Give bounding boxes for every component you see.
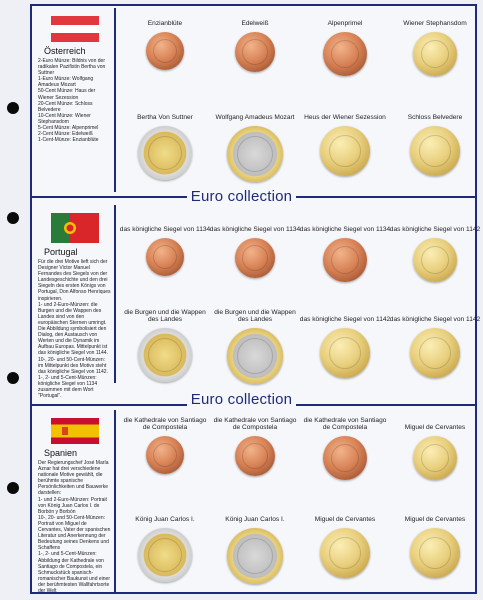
coin-image: [410, 528, 460, 578]
coin-slot: [209, 10, 301, 72]
coin-label: das königliche Siegel von 1134: [209, 226, 301, 234]
binder-hole: [7, 482, 19, 494]
coin-slot: [119, 216, 211, 276]
binder-hole: [7, 102, 19, 114]
coin-label: das königliche Siegel von 1134: [119, 226, 211, 234]
coin-label: Edelweiß: [241, 20, 269, 28]
coin-slot: [209, 216, 301, 278]
coin-slot: [209, 414, 301, 476]
coin-label: Wiener Stephansdom: [403, 20, 467, 28]
coin-slot: [299, 506, 391, 578]
coin-slot: [209, 306, 301, 384]
coin-label: König Juan Carlos I.: [225, 516, 285, 524]
coin-image: [413, 436, 457, 480]
binder-hole: [7, 212, 19, 224]
banner-text: Euro collection: [187, 188, 296, 205]
coin-slot: [299, 414, 391, 480]
coin-slot: [299, 216, 391, 282]
flag-portugal-icon: [51, 213, 99, 243]
coin-slot: [119, 10, 211, 70]
coin-slot: [209, 104, 301, 182]
coin-slot: [209, 506, 301, 584]
coin-image: [138, 328, 192, 382]
country-description: 2-Euro Münze: Bildnis von der radikalen Pazifistin Bertha von Suttner 1-Euro Münze: Wolfgang Amadeus Mozart 50-Cent Münze: Haus der Wiener Sezession 20-Cent Münze: Schloss Belvedere 10-Cent Münze: Wiener Stephansdom 5-Cent Münze: Alpenprimel 2-Cent Münze: Edelweiß 1-Cent-Münze: Enzianblüte: [38, 58, 106, 144]
coin-slot: [389, 306, 481, 378]
coin-image: [323, 238, 367, 282]
coin-label: die Kathedrale von Santiago de Compostela: [303, 416, 387, 432]
coin-label: Enzianblüte: [147, 20, 183, 28]
flag-stripe: [51, 16, 99, 25]
coin-label: Miguel de Cervantes: [314, 516, 376, 524]
coin-image: [320, 126, 370, 176]
coin-label: die Kathedrale von Santiago de Compostela: [213, 416, 297, 432]
coin-image: [227, 528, 283, 584]
country-description: Für die drei Motive lieft sich der Designer Victor Manuel Fernandes des Siegels von der Landesgeschichte und den drei Siegeln des ersten Königs von Portugal, Don Alfonso Henriques inspirieren. 1- und 2-Euro-Münzen: die Burgen und die Wappen des Landes sind von den europäischen Sternen umringt. Die Abbildung symbolisiert den Dialog, den Austausch von Werten und die Dynamik im Aufbau Europas. Mittelpunkt ist das königliche Siegel von 1144. 10-, 20- und 50-Cent-Münzen: im Mittelpunkt des Motivs steht das königliche Siegel von 1142. 1-, 2- und 5-Cent-Münzen: königliche Siegel von 1134 zusammen mit dem Wort "Portugal".: [38, 259, 111, 400]
coin-label: das königliche Siegel von 1142: [389, 226, 481, 234]
coin-slot: [119, 414, 211, 474]
coin-image: [323, 436, 367, 480]
coin-slot: [299, 10, 391, 76]
banner-text: Euro collection: [187, 391, 296, 408]
coin-label: die Burgen und die Wappen des Landes: [214, 308, 296, 324]
coin-image: [320, 328, 370, 378]
coin-label: König Juan Carlos I.: [135, 516, 195, 524]
coin-slot: [389, 216, 481, 282]
coin-image: [227, 126, 283, 182]
coin-image: [413, 32, 457, 76]
coin-image: [146, 238, 184, 276]
binder-hole: [7, 372, 19, 384]
coin-label: Alpenprimel: [327, 20, 363, 28]
coin-label: Schloss Belvedere: [407, 114, 463, 122]
coin-image: [138, 126, 192, 180]
coin-label: Miguel de Cervantes: [404, 516, 466, 524]
flag-stripe: [51, 418, 99, 425]
flag-austria-icon: [51, 16, 99, 42]
coin-image: [235, 32, 275, 72]
coin-label: Miguel de Cervantes: [404, 424, 466, 432]
coin-slot: [389, 506, 481, 578]
country-name: Spanien: [44, 448, 78, 458]
coin-image: [146, 436, 184, 474]
country-name: Portugal: [44, 247, 78, 257]
info-panel-portugal: [34, 205, 116, 400]
coin-image: [227, 328, 283, 384]
coin-slot: [389, 104, 481, 176]
coin-label: das königliche Siegel von 1142: [299, 316, 391, 324]
coin-image: [410, 126, 460, 176]
coin-label: die Kathedrale von Santiago de Compostela: [123, 416, 207, 432]
country-name: Österreich: [44, 46, 86, 56]
coin-image: [410, 328, 460, 378]
info-panel-spain: [34, 410, 116, 592]
coin-label: das königliche Siegel von 1142: [389, 316, 481, 324]
coin-slot: [389, 414, 481, 480]
info-panel-austria: [34, 8, 116, 192]
flag-stripe: [51, 25, 99, 33]
coin-image: [413, 238, 457, 282]
flag-stripe: [51, 425, 99, 438]
coin-label: das königliche Siegel von 1134: [299, 226, 391, 234]
coin-label: Bertha Von Suttner: [137, 114, 193, 122]
banner-euro-collection-1: [0, 188, 483, 206]
coin-label: Wolfgang Amadeus Mozart: [215, 114, 295, 122]
coin-image: [146, 32, 184, 70]
coin-slot: [299, 306, 391, 378]
coin-image: [138, 528, 192, 582]
country-description: Der Regierungschef José María Aznar hat drei verschiedene nationale Motive gewählt, die berühmte spanische Persönlichkeiten und Bauwerke darstellen: 1- und 2-Euro-Münzen: Portrait von König Juan Carlos I. de Borbón y Borbón 10-, 20- und 50-Cent-Münzen: Portrait von Miguel de Cervantes, Vater der spanischen Literatur und Anerkennung der Bedeutung seines Denkens und Schaffens 1-, 2- und 5-Cent-Münzen: Abbildung der Kathedrale von Santiago de Compostela, ein Schmuckstück spanisch-romanischer Baukunst und einer der berühmtesten Wallfahrtsorte der Welt: [38, 460, 111, 594]
coin-slot: [389, 10, 481, 76]
coin-slot: [119, 506, 211, 582]
flag-emblem: [66, 225, 73, 232]
coin-slot: [299, 104, 391, 176]
flag-stripe: [51, 438, 99, 445]
coin-label: Heus der Wiener Sezession: [304, 114, 386, 122]
coin-slot: [119, 306, 211, 382]
coin-image: [235, 238, 275, 278]
coin-image: [235, 436, 275, 476]
flag-stripe: [51, 33, 99, 42]
flag-spain-icon: [51, 418, 99, 444]
flag-emblem: [62, 427, 68, 435]
banner-euro-collection-2: [0, 391, 483, 409]
coin-label: die Burgen und die Wappen des Landes: [124, 308, 206, 324]
coin-image: [323, 32, 367, 76]
coin-slot: [119, 104, 211, 180]
coin-image: [320, 528, 370, 578]
